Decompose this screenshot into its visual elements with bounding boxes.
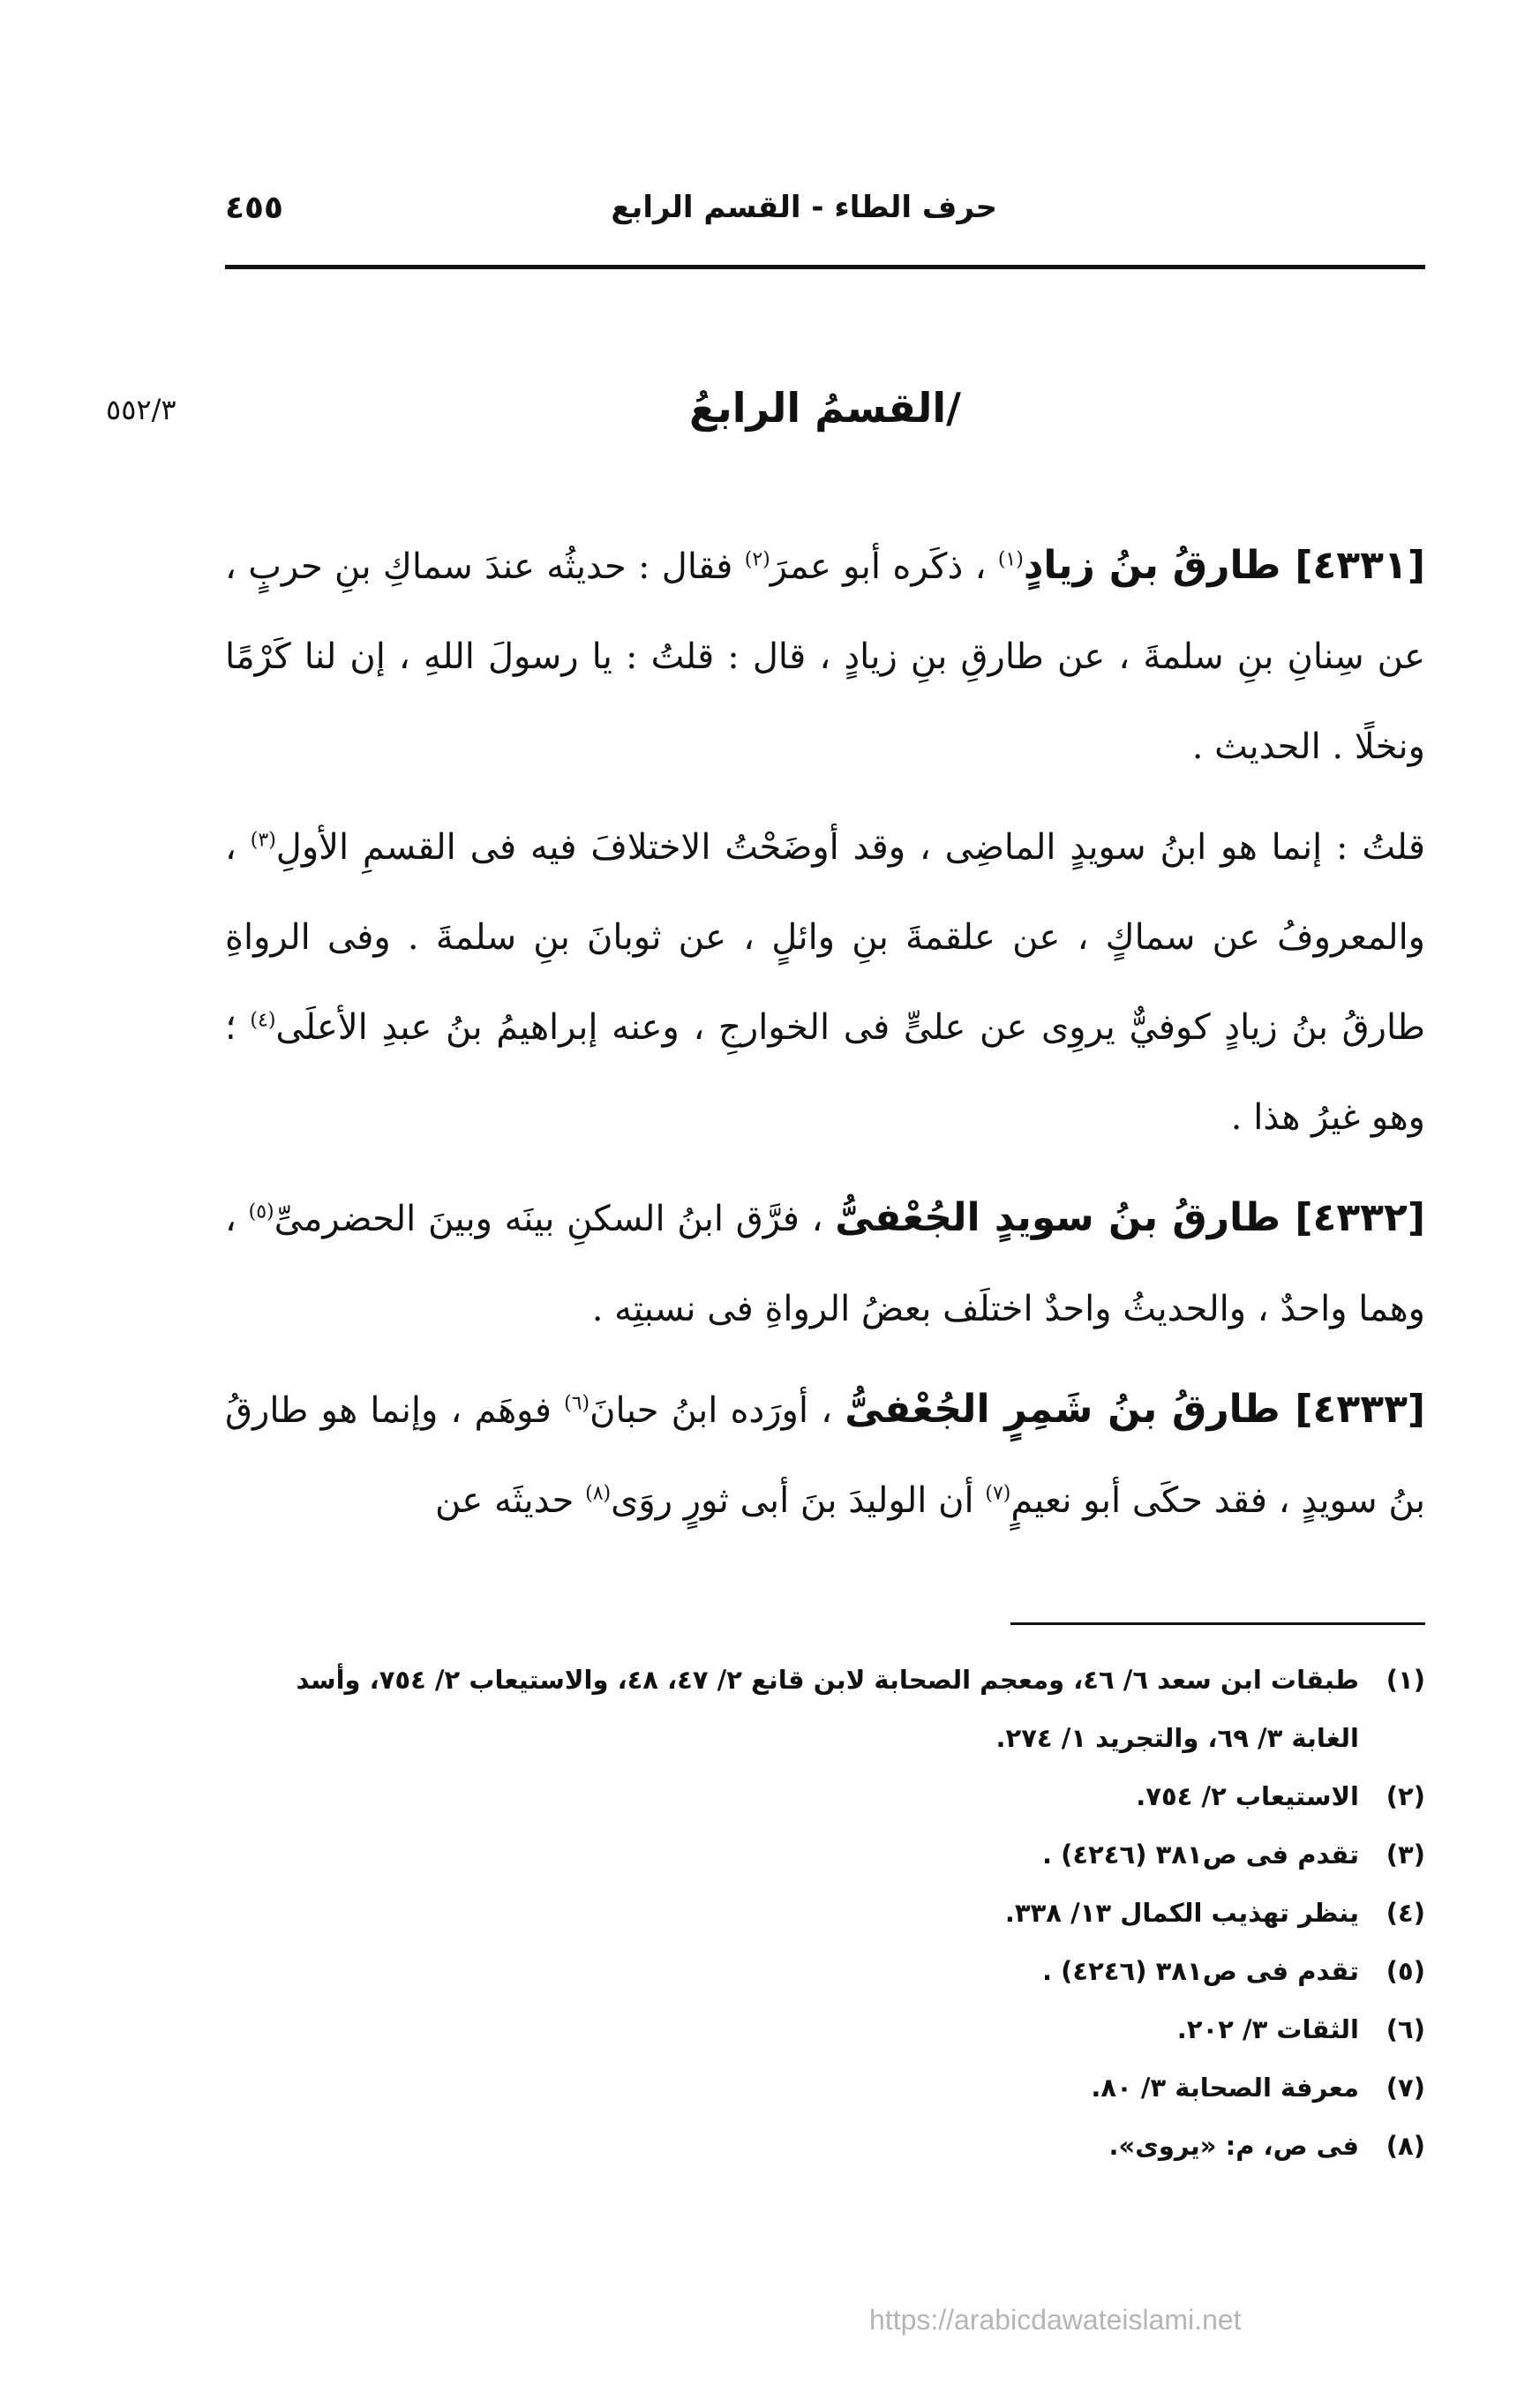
footnotes: [225, 1651, 1425, 2175]
entry-text: فوهَم ، وإنما هو طارقُ بنُ سويدٍ ، فقد حكَى أبو نعيمٍ: [225, 1390, 1425, 1521]
footnote-text: الثقات ٣/ ٢٠٢.: [1176, 2014, 1359, 2044]
watermark-url: https://arabicdawateislami.net: [869, 2304, 1242, 2336]
page-number: ٤٥٥: [225, 190, 283, 226]
footnote-ref[interactable]: (٤): [250, 1009, 276, 1032]
footnote-ref[interactable]: (٢): [744, 548, 770, 571]
entry-text: أن الوليدَ بنَ أبى ثورٍ روَى: [611, 1480, 974, 1521]
running-header: [225, 190, 1425, 243]
entry-text: ، وهما واحدٌ ، والحديثُ واحدٌ اختلَف بعضُ الرواةِ فى نسبتِه .: [225, 1199, 1425, 1329]
footnote-text: طبقات ابن سعد ٦/ ٤٦، ومعجم الصحابة لابن قانع ٢/ ٤٧، ٤٨، والاستيعاب ٢/ ٧٥٤، وأسد الغابة ٣/ ٦٩، والتجريد ١/ ٢٧٤.: [296, 1665, 1359, 1753]
footnote: [225, 1825, 1425, 1884]
running-title: حرف الطاء - القسم الرابع: [611, 190, 997, 225]
footnote-text: الاستيعاب ٢/ ٧٥٤.: [1136, 1781, 1359, 1811]
entry-4332: [225, 1173, 1425, 1354]
footnote-rule: [1010, 1622, 1425, 1625]
entry-text: ، فرَّق ابنُ السكنِ بينَه وبينَ الحضرمىِّ: [274, 1199, 823, 1239]
footnote-number: (٣): [1386, 1840, 1425, 1870]
footnote: [225, 2000, 1425, 2058]
footnote-number: (٢): [1386, 1781, 1425, 1811]
entry-heading: [٤٣٣٣] طارقُ بنُ شَمِرٍ الجُعْفىُّ: [845, 1387, 1426, 1432]
margin-reference: ٥٥٢/٣: [106, 393, 176, 426]
entry-text: قلتُ : إنما هو ابنُ سويدٍ الماضِى ، وقد أوضَحْتُ الاختلافَ فيه فى القسمِ الأولِ: [275, 827, 1425, 868]
entry-heading: [٤٣٣١] طارقُ بنُ زيادٍ: [1023, 543, 1425, 588]
entry-heading: [٤٣٣٢] طارقُ بنُ سويدٍ الجُعْفىُّ: [835, 1195, 1425, 1240]
footnote-number: (٤): [1386, 1898, 1425, 1928]
footnote: [225, 1767, 1425, 1825]
commentary-paragraph: [225, 802, 1425, 1163]
footnote-number: (٥): [1386, 1956, 1425, 1986]
footnote: [225, 1884, 1425, 1942]
footnote-ref[interactable]: (٣): [250, 829, 276, 852]
footnote-text: فى ص، م: «يروى».: [1108, 2131, 1359, 2161]
entry-text: ، والمعروفُ عن سماكٍ ، عن علقمةَ بنِ وائلٍ ، عن ثوبانَ بنِ سلمةَ . وفى الرواةِ طارقُ بنُ زيادٍ كوفيٌّ يروِى عن علىٍّ فى الخوارجِ ، وعنه إبراهيمُ بنُ عبدِ الأعلَى: [225, 827, 1426, 1048]
entry-4333: [225, 1365, 1425, 1546]
entry-text: حديثَه عن: [434, 1480, 574, 1521]
footnote-text: معرفة الصحابة ٣/ ٨٠.: [1091, 2073, 1359, 2103]
entry-text: ؛ وهو غيرُ هذا .: [225, 1007, 1425, 1138]
footnote-number: (٧): [1386, 2073, 1425, 2103]
entry-text: فقال : حديثُه عندَ سماكِ بنِ حربٍ ، عن سِنانِ بنِ سلمةَ ، عن طارقِ بنِ زيادٍ ، قال : قلتُ : يا رسولَ اللهِ ، إن لنا كَرْمًا ونخلًا . الحديث .: [225, 546, 1425, 767]
footnote-number: (١): [1386, 1665, 1425, 1695]
footnote-ref[interactable]: (٥): [248, 1200, 274, 1223]
main-text: [225, 521, 1425, 1556]
footnote-text: تقدم فى ص٣٨١ (٤٢٤٦) .: [1042, 1956, 1359, 1986]
footnote-text: ينظر تهذيب الكمال ١٣/ ٣٣٨.: [1004, 1898, 1359, 1928]
entry-4331: [225, 521, 1425, 792]
footnote-number: (٨): [1386, 2131, 1425, 2161]
footnote-ref[interactable]: (١): [997, 548, 1024, 571]
footnote-ref[interactable]: (٨): [585, 1482, 612, 1505]
footnote: [225, 2117, 1425, 2175]
entry-text: ، ذكَره أبو عمرَ: [770, 546, 987, 587]
section-heading: /القسمُ الرابعُ: [689, 384, 961, 432]
footnote-text: تقدم فى ص٣٨١ (٤٢٤٦) .: [1042, 1840, 1359, 1870]
footnote: [225, 1942, 1425, 2000]
footnote-ref[interactable]: (٧): [985, 1482, 1011, 1505]
entry-text: ، أورَده ابنُ حبانَ: [590, 1390, 833, 1431]
footnote-ref[interactable]: (٦): [564, 1392, 590, 1415]
footnote: [225, 1651, 1425, 1767]
header-rule: [225, 265, 1425, 269]
footnote: [225, 2058, 1425, 2117]
footnote-number: (٦): [1386, 2014, 1425, 2044]
